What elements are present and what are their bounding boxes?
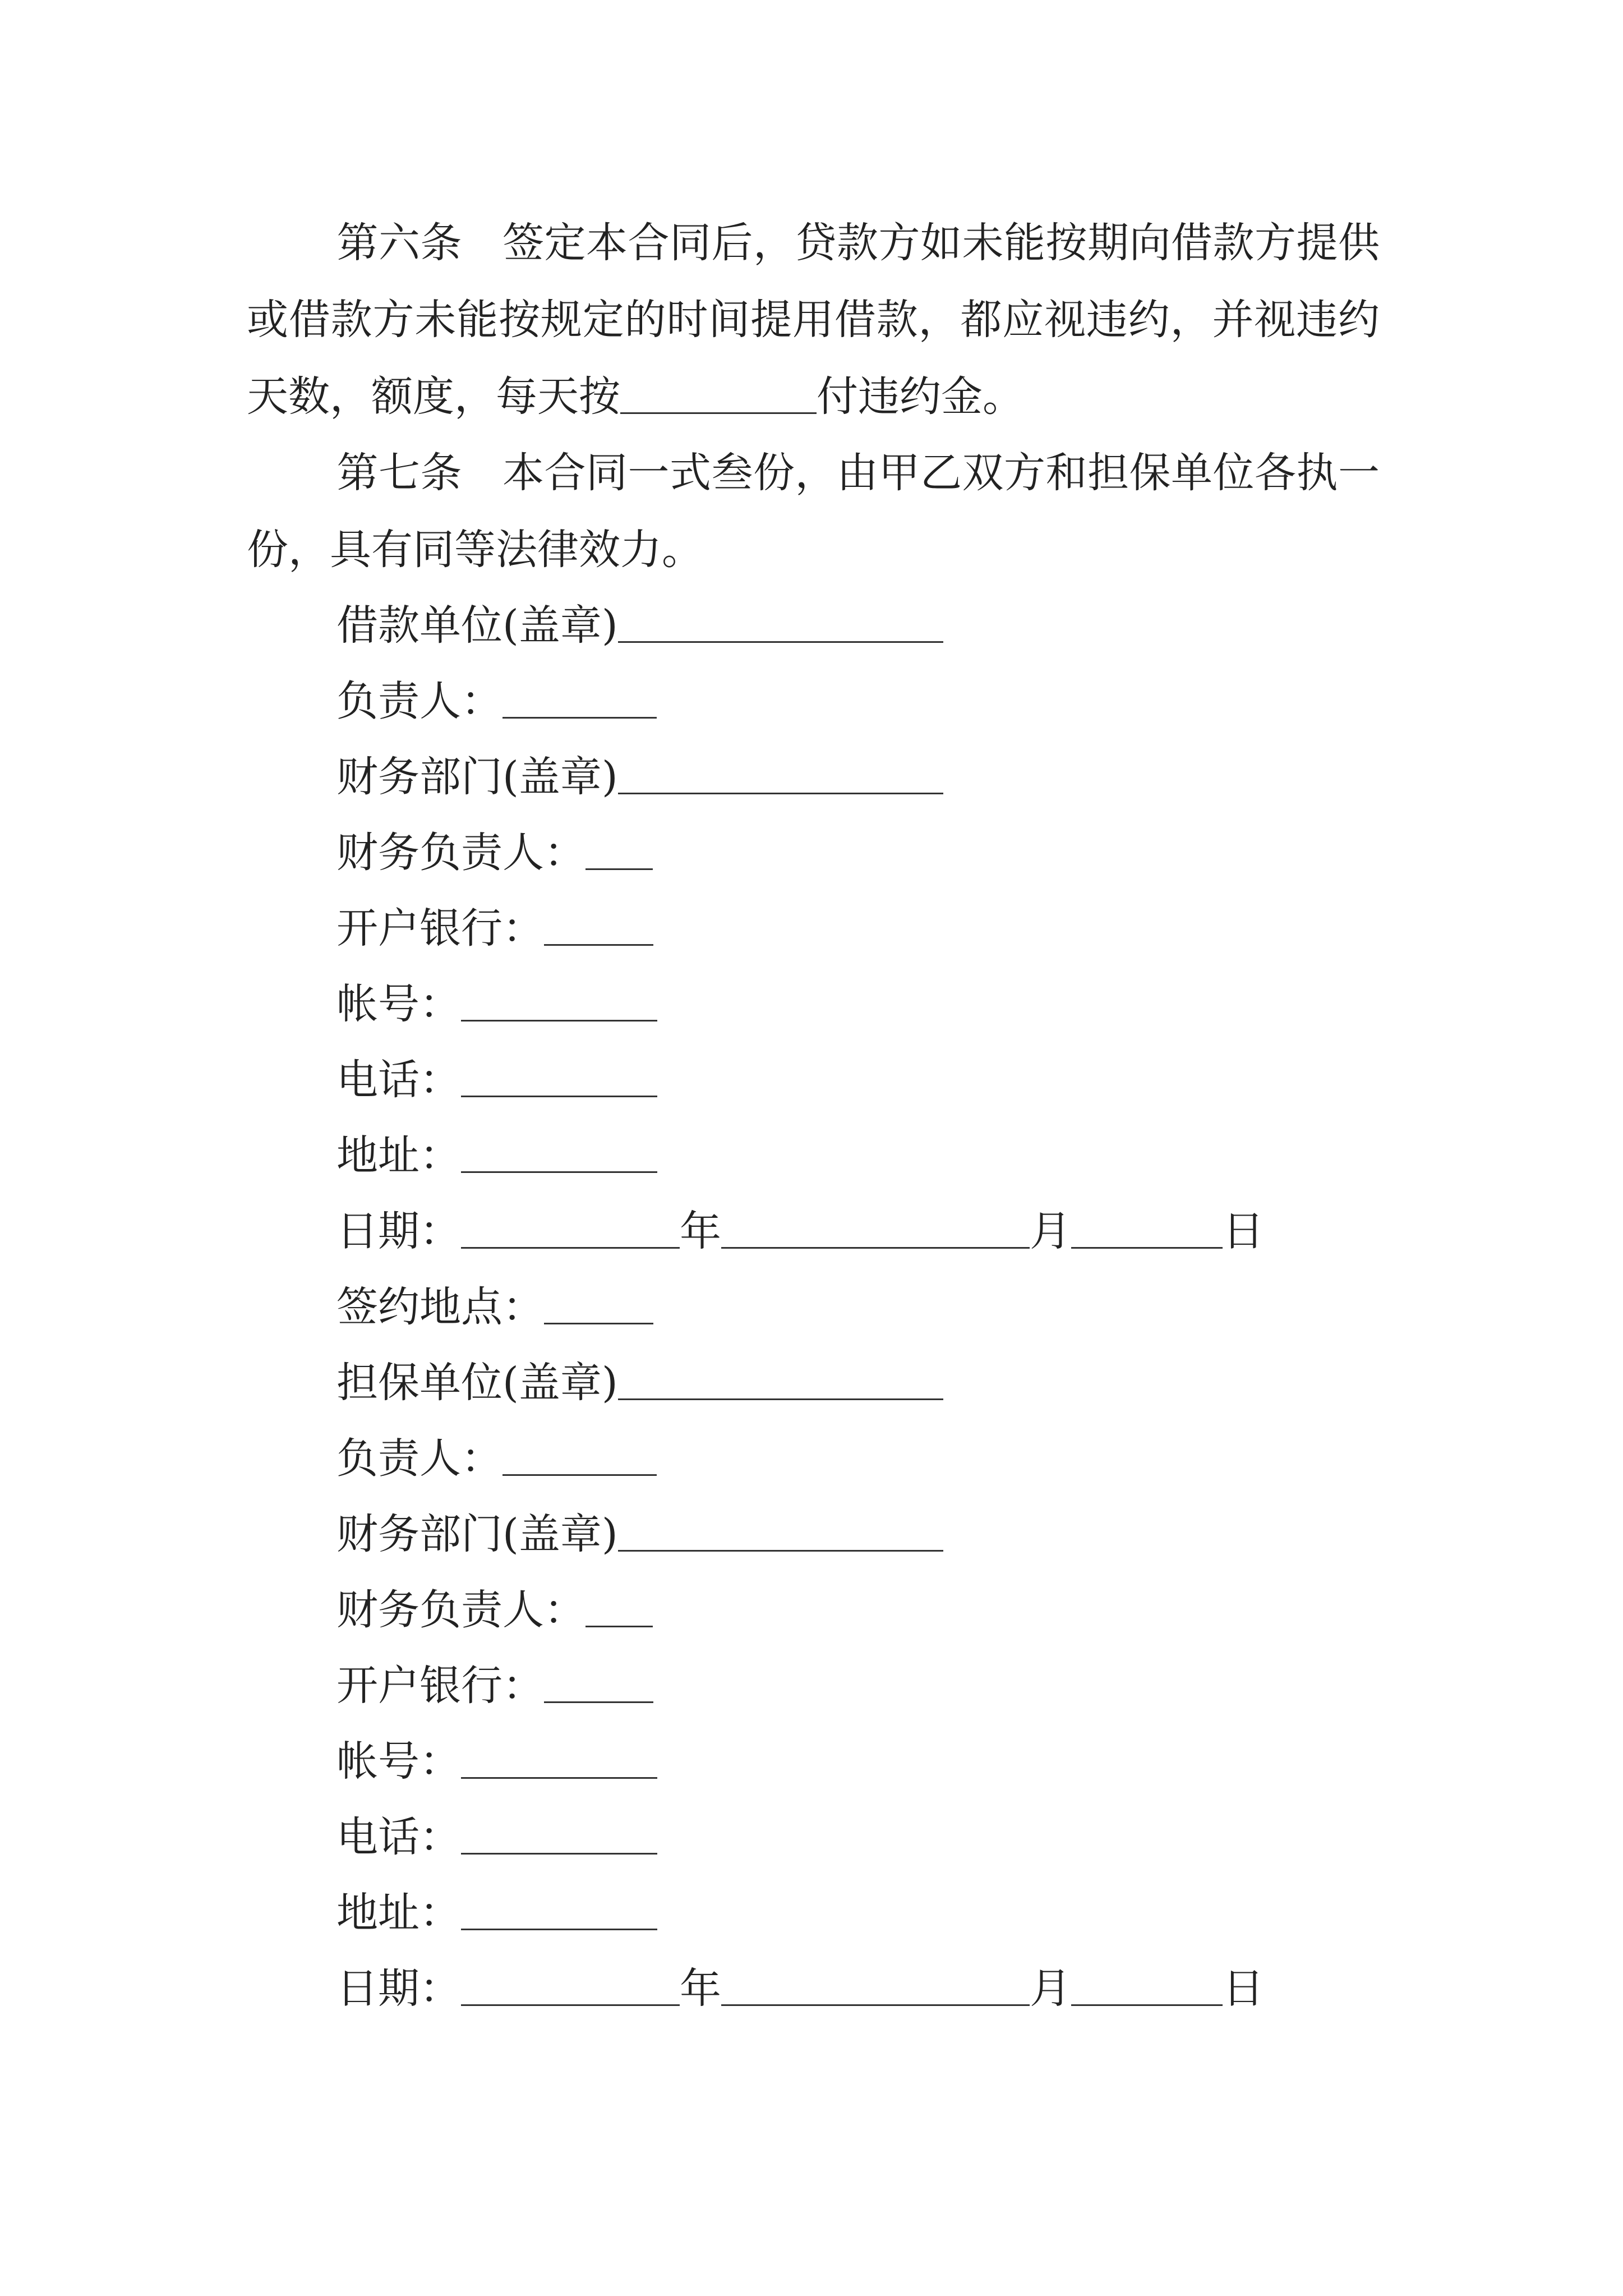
article-six-text: 签定本合同后，贷款方如未能按期向借款方提供或借款方未能按规定的时间提用借款，都应视违约，并视违约天数，额度，每天按 (247, 219, 1380, 421)
borrower-month-label: 月 (1030, 1207, 1071, 1255)
guarantor-bank-label: 开户银行： (336, 1662, 544, 1710)
guarantor-date-label: 日期： (336, 1964, 461, 2013)
borrower-bank-label: 开户银行： (336, 904, 544, 953)
borrower-day-label: 日 (1223, 1207, 1264, 1255)
guarantor-phone-line (336, 1809, 657, 1865)
guarantor-day-blank[interactable] (1071, 1971, 1223, 2006)
guarantor-account-line (336, 1733, 657, 1789)
guarantor-account-blank[interactable] (461, 1743, 657, 1779)
signing-place-blank[interactable] (544, 1289, 653, 1324)
article-seven-label: 第七条 (336, 449, 462, 497)
guarantor-finance-dept-blank[interactable] (618, 1516, 943, 1552)
borrower-phone-line (336, 1052, 657, 1108)
guarantor-finance-manager-blank[interactable] (585, 1592, 653, 1627)
borrower-address-blank[interactable] (461, 1138, 657, 1173)
guarantor-month-label: 月 (1030, 1964, 1071, 2013)
penalty-rate-blank[interactable] (620, 379, 817, 414)
guarantor-address-line (336, 1885, 657, 1941)
guarantor-day-label: 日 (1223, 1964, 1264, 2013)
borrower-finance-dept-line (336, 749, 943, 805)
borrower-day-blank[interactable] (1071, 1213, 1223, 1249)
borrower-unit-label: 借款单位(盖章) (336, 601, 618, 650)
guarantor-bank-line (336, 1658, 653, 1714)
borrower-month-blank[interactable] (721, 1213, 1030, 1249)
article-six-text-end: 付违约金。 (817, 372, 1024, 421)
borrower-date-line (336, 1203, 1264, 1259)
borrower-account-blank[interactable] (461, 986, 657, 1022)
borrower-manager-line (336, 673, 657, 729)
guarantor-phone-blank[interactable] (461, 1819, 657, 1855)
guarantor-manager-label: 负责人： (336, 1434, 502, 1483)
borrower-manager-label: 负责人： (336, 677, 502, 725)
guarantor-year-blank[interactable] (461, 1971, 680, 2006)
article-seven-paragraph (247, 435, 1380, 588)
guarantor-month-blank[interactable] (721, 1971, 1030, 2006)
borrower-phone-label: 电话： (336, 1056, 461, 1104)
guarantor-date-line (336, 1961, 1264, 2017)
guarantor-year-label: 年 (680, 1964, 721, 2013)
article-seven-text: 本合同一式叁份，由甲乙双方和担保单位各执一份，具有同等法律效力。 (247, 449, 1380, 574)
borrower-finance-dept-label: 财务部门(盖章) (336, 753, 618, 801)
borrower-unit-blank[interactable] (618, 608, 943, 643)
borrower-year-label: 年 (680, 1207, 721, 1255)
guarantor-phone-label: 电话： (336, 1813, 461, 1861)
borrower-manager-blank[interactable] (502, 683, 657, 719)
guarantor-finance-dept-label: 财务部门(盖章) (336, 1510, 618, 1558)
guarantor-bank-blank[interactable] (544, 1668, 653, 1703)
guarantor-manager-line (336, 1430, 657, 1487)
borrower-address-label: 地址： (336, 1131, 461, 1180)
signing-place-line (336, 1279, 653, 1335)
borrower-unit-line (336, 597, 943, 654)
guarantor-unit-blank[interactable] (618, 1365, 943, 1400)
guarantor-account-label: 帐号： (336, 1737, 461, 1786)
borrower-finance-manager-line (336, 825, 653, 881)
guarantor-unit-line (336, 1355, 943, 1411)
borrower-bank-blank[interactable] (544, 910, 653, 946)
borrower-account-label: 帐号： (336, 980, 461, 1028)
guarantor-unit-label: 担保单位(盖章) (336, 1359, 618, 1407)
guarantor-finance-manager-line (336, 1582, 653, 1638)
guarantor-finance-dept-line (336, 1506, 943, 1562)
signing-place-label: 签约地点： (336, 1283, 544, 1331)
guarantor-address-label: 地址： (336, 1889, 461, 1937)
borrower-bank-line (336, 900, 653, 956)
borrower-address-line (336, 1128, 657, 1184)
borrower-phone-blank[interactable] (461, 1062, 657, 1097)
article-six-label: 第六条 (336, 219, 462, 267)
guarantor-address-blank[interactable] (461, 1895, 657, 1930)
borrower-finance-manager-blank[interactable] (585, 835, 653, 870)
guarantor-finance-manager-label: 财务负责人： (336, 1586, 585, 1634)
borrower-year-blank[interactable] (461, 1213, 680, 1249)
borrower-finance-dept-blank[interactable] (618, 759, 943, 794)
borrower-date-label: 日期： (336, 1207, 461, 1255)
borrower-finance-manager-label: 财务负责人： (336, 829, 585, 877)
article-six-paragraph (247, 205, 1380, 435)
borrower-account-line (336, 976, 657, 1032)
guarantor-manager-blank[interactable] (502, 1441, 657, 1476)
